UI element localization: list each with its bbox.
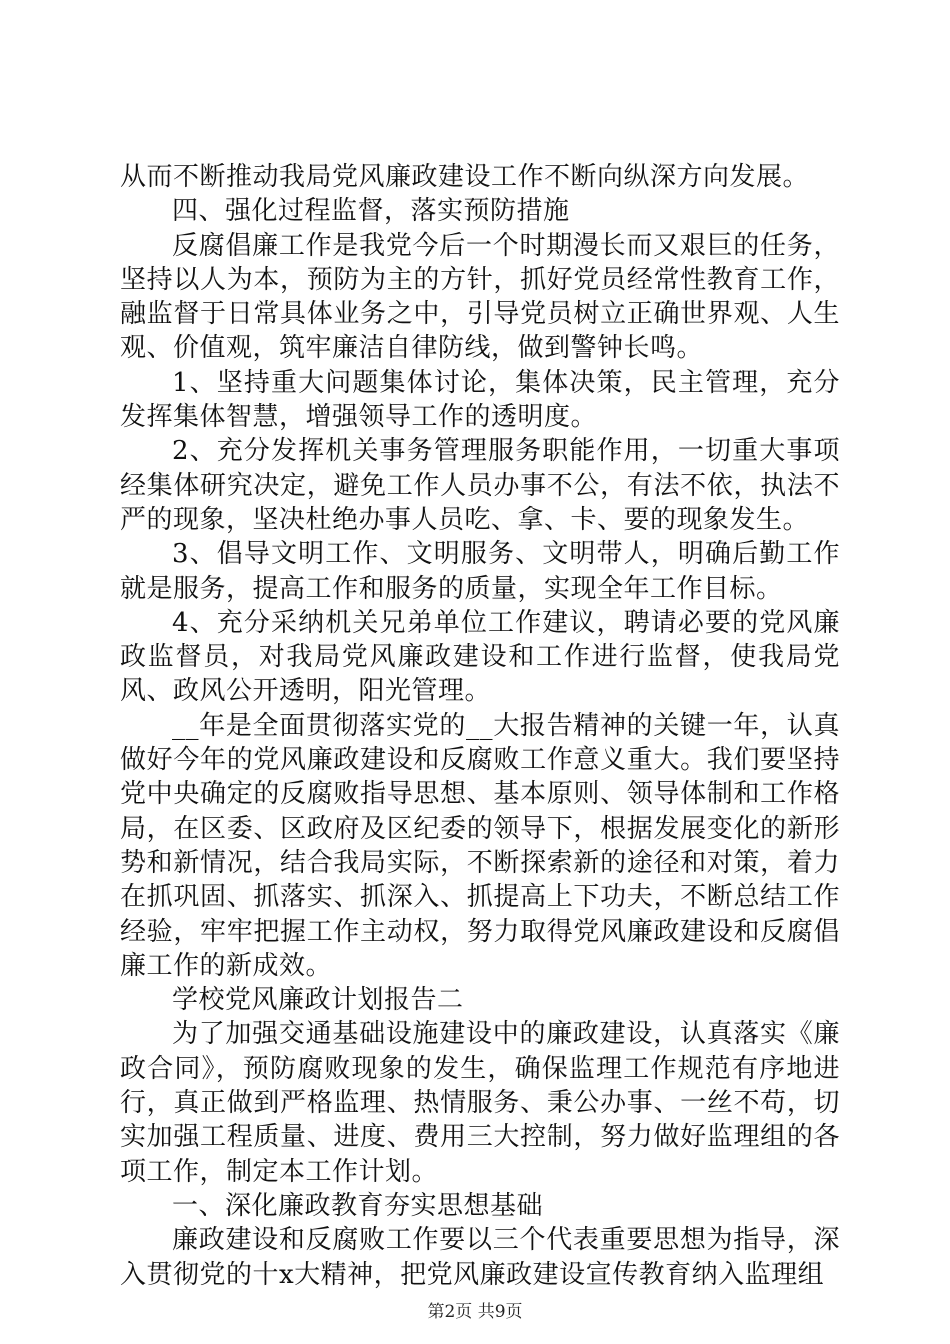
- paragraph: 反腐倡廉工作是我党今后一个时期漫长而又艰巨的任务，坚持以人为本，预防为主的方针，抓好党员经常性教育工作，融监督于日常具体业务之中，引导党员树立正确世界观、人生观、价值观，筑牢廉洁自律防线，做到警钟长鸣。: [120, 230, 840, 364]
- list-item: 1、坚持重大问题集体讨论，集体决策，民主管理，充分发挥集体智慧，增强领导工作的透明度。: [120, 367, 840, 433]
- list-item: 3、倡导文明工作、文明服务、文明带人，明确后勤工作就是服务，提高工作和服务的质量，实现全年工作目标。: [120, 539, 840, 604]
- document-body: [120, 160, 840, 1292]
- section-heading: 一、深化廉政教育夯实思想基础: [172, 1190, 544, 1221]
- page-number: 第2页 共9页: [427, 1302, 523, 1322]
- paragraph: 廉政建设和反腐败工作要以三个代表重要思想为指导，深入贯彻党的十x大精神，把党风廉政建设宣传教育纳入监理组: [120, 1225, 840, 1290]
- page-footer: [0, 1297, 950, 1322]
- paragraph: 为了加强交通基础设施建设中的廉政建设，认真落实《廉政合同》，预防腐败现象的发生，确保监理工作规范有序地进行，真正做到严格监理、热情服务、秉公办事、一丝不苟，切实加强工程质量、进度、费用三大控制，努力做好监理组的各项工作，制定本工作计划。: [120, 1019, 840, 1187]
- paragraph: 从而不断推动我局党风廉政建设工作不断向纵深方向发展。: [120, 162, 810, 192]
- section-heading: 四、强化过程监督，落实预防措施: [172, 196, 570, 227]
- list-item: 4、充分采纳机关兄弟单位工作建议，聘请必要的党风廉政监督员，对我局党风廉政建设和工作进行监督，使我局党风、政风公开透明，阳光管理。: [120, 607, 840, 707]
- list-item: 2、充分发挥机关事务管理服务职能作用，一切重大事项经集体研究决定，避免工作人员办事不公，有法不依，执法不严的现象，坚决杜绝办事人员吃、拿、卡、要的现象发生。: [120, 436, 840, 535]
- paragraph: __年是全面贯彻落实党的__大报告精神的关键一年，认真做好今年的党风廉政建设和反腐败工作意义重大。我们要坚持党中央确定的反腐败指导思想、基本原则、领导体制和工作格局，在区委、区政府及区纪委的领导下，根据发展变化的新形势和新情况，结合我局实际，不断探索新的途径和对策，着力在抓巩固、抓落实、抓深入、抓提高上下功夫，不断总结工作经验，牢牢把握工作主动权，努力取得党风廉政建设和反腐倡廉工作的新成效。: [120, 710, 840, 981]
- section-title: 学校党风廉政计划报告二: [172, 985, 464, 1016]
